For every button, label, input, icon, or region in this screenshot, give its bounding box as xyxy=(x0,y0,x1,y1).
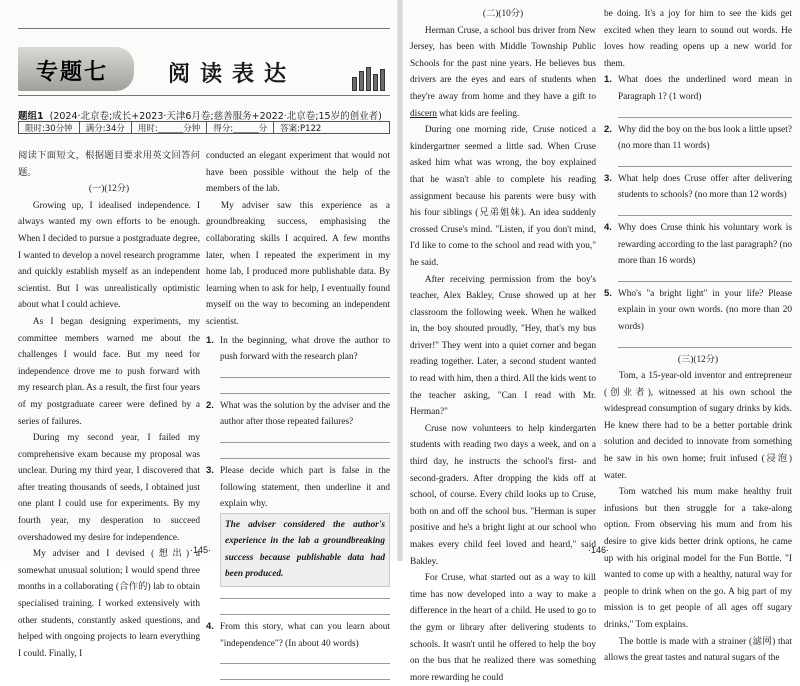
passage-paragraph: be doing. It's a joy for him to see the kids get excited when they learn to sound out words. He loves how reading opens up a new world for them. xyxy=(604,9,792,69)
question-number: 1. xyxy=(604,74,612,86)
answer-line[interactable] xyxy=(618,155,792,167)
passage-paragraph: My adviser saw this experience as a groundbreaking success, emphasising the collaborating skills I acquired. A few months later, when I repeated the experiment in my home lab, I produced more publishable data. By learning when to ask for help, I eventually found myself on the way to becoming an independent scientist. xyxy=(206,200,390,327)
question-text: Why does Cruse think his voluntary work is rewarding according to the last paragraph? (no more than 16 words) xyxy=(618,222,792,267)
info-score: 得分:______分 xyxy=(207,122,274,133)
exercise-source-text: (2024·北京卷;成长+2023·天津6月卷;慈善服务+2022·北京卷;15岁的创业者) xyxy=(49,111,382,122)
page-number: ·146· xyxy=(588,545,610,555)
exercise-info-box xyxy=(18,121,390,134)
page-number: ·145· xyxy=(190,545,212,555)
passage-paragraph: During one morning ride, Cruse noticed a kindergartner seemed a little sad. When Cruse asked him what was wrong, the boy explained that he wasn't able to complete his reading assignment because his parents were busy with his four siblings (兄弟姐妹). An idea suddenly crossed Cruse's mind. "Listen, if you don't mind, I'd like to come to the school and read with you," he said. xyxy=(410,125,596,268)
exercise-group-label: 题组1 xyxy=(18,111,44,122)
passage-paragraph: As I began designing experiments, my committee members warned me about the challenges I would face. But my need for independence drove me to push forward with my research plan. As a result, the first four years of my postgraduate career were defined by a series of failures. xyxy=(18,316,200,427)
question-1 xyxy=(604,72,792,117)
question-number: 2. xyxy=(604,123,612,135)
topic-tab-label: 专题七 xyxy=(36,59,109,85)
passage-paragraph: The bottle is made with a strainer (滤网) that allows the great tastes and natural sugars of the xyxy=(604,636,792,664)
question-2 xyxy=(604,122,792,167)
question-number: 3. xyxy=(604,172,612,184)
right-column-1 xyxy=(410,6,596,686)
left-column-1 xyxy=(18,148,200,662)
topic-banner xyxy=(18,28,390,96)
question-4 xyxy=(604,220,792,282)
section-heading-2: (二)(10分) xyxy=(482,9,524,19)
right-column-2 xyxy=(604,6,792,667)
info-time-limit: 限时:30分钟 xyxy=(19,122,80,133)
info-full-score: 满分:34分 xyxy=(80,122,132,133)
passage-paragraph: Growing up, I idealised independence. I always wanted my own efforts to be enough. When I decided to pursue a postgraduate degree, I wanted to develop a novel research programme and quickly establish myself as an independent scientist. But I was unrealistically optimistic about what I could achieve. xyxy=(18,200,200,311)
question-text: Who's "a bright light" in your life? Please explain in your own words. (no more than 20 words) xyxy=(618,288,792,332)
answer-line[interactable] xyxy=(220,652,390,664)
question-text: What was the solution by the adviser and the author after those repeated failures? xyxy=(220,400,390,428)
info-answer-page: 答案:P122 xyxy=(280,123,322,134)
question-number: 3. xyxy=(206,464,214,476)
exercise-source xyxy=(18,108,382,122)
question-text: Why did the boy on the bus look a little upset? (no more than 11 words) xyxy=(618,124,792,152)
section-heading-3: (三)(12分) xyxy=(677,354,719,365)
question-number: 2. xyxy=(206,399,214,411)
question-1 xyxy=(206,333,390,394)
question-number: 1. xyxy=(206,334,214,346)
answer-line[interactable] xyxy=(618,336,792,348)
passage-paragraph: Cruse now volunteers to help kindergarten students with reading two days a week, and on a third day, he instructs the school's first- and second-graders. After dropping the kids off at school, of course. Every child looks up to Cruse, both on and off the school bus. "Herman is super positive and he's a bright light at our school who makes every child feel loved and heard," said Bakley. xyxy=(410,423,596,567)
right-page xyxy=(402,0,800,683)
statement-box xyxy=(220,513,390,587)
info-time-used: 用时:______分钟 xyxy=(132,122,207,133)
section-heading-1: (一)(12分) xyxy=(88,184,130,195)
passage-paragraph: During my second year, I failed my comprehensive exam because my proposal was unclear. During my third year, I discovered that after treating thousands of seeds, I obtained just one plant I could use for experiments. By my fourth year, my desperation to succeed overshadowed my desire for independence. xyxy=(18,433,200,543)
answer-line[interactable] xyxy=(220,603,390,615)
answer-line[interactable] xyxy=(220,668,390,680)
instructions: 阅读下面短文，根据题目要求用英文回答问题。 xyxy=(18,151,200,178)
left-column-2 xyxy=(206,148,390,684)
question-number: 5. xyxy=(604,287,612,299)
answer-line[interactable] xyxy=(618,204,792,216)
question-text: Please decide which part is false in the following statement, then underline it and explain why. xyxy=(220,465,390,510)
topic-tab xyxy=(18,47,134,91)
question-text: From this story, what can you learn about "independence"? (In about 40 words) xyxy=(220,622,390,649)
answer-line[interactable] xyxy=(618,106,792,118)
question-number: 4. xyxy=(206,621,214,633)
passage-paragraph: conducted an elegant experiment that would not have been possible without the help of the members of the lab. xyxy=(206,151,390,195)
topic-title: 阅读表达 xyxy=(168,61,297,87)
question-text: In the beginning, what drove the author to push forward with the research plan? xyxy=(220,335,390,363)
passage-paragraph: Tom watched his mum make healthy fruit infusions but then struggle for a take-along option. From observing his mum and from his desire to give kids better drink options, he came up with his original model for the Fun Bottle. "I wanted to come up with a healthy, natural way for people to drink when on the go. A big part of my mission is to get people of all ages off sugary drinks," Tom explains. xyxy=(604,487,792,630)
passage-paragraph: My adviser and I devised (想出) a somewhat unusual solution; I would spend three months in a collaborating (合作的) lab to obtain specialised training. I worked extensively with other students, constantly asked questions, and helped with ongoing projects to learn everything I could. Finally, I xyxy=(18,549,200,659)
books-icon xyxy=(350,65,386,91)
question-text: What does the underlined word mean in Paragraph 1? (1 word) xyxy=(618,75,792,102)
question-number: 4. xyxy=(604,221,612,233)
question-4 xyxy=(206,619,390,680)
question-5 xyxy=(604,286,792,348)
question-3 xyxy=(206,463,390,615)
answer-line[interactable] xyxy=(220,431,390,443)
statement-text: The adviser considered the author's experience in the lab a groundbreaking success because publishable data had been produced. xyxy=(225,519,385,580)
question-2 xyxy=(206,398,390,459)
passage-paragraph: Herman Cruse, a school bus driver from New Jersey, has been with Middle Township Public Schools for the past nine years. He believes bus drivers are the eyes and ears of students when they're away from home and they have a gift to discern what kids are feeling. xyxy=(410,25,596,119)
answer-line[interactable] xyxy=(220,587,390,599)
passage-paragraph: Tom, a 15-year-old inventor and entrepreneur (创业者), witnessed at his own school the widespread consumption of sugary drinks by kids. He knew there had to be a better portable drink solution and decided to innovate from something he saw in his own home; fruit infused (浸泡) water. xyxy=(604,371,792,481)
answer-line[interactable] xyxy=(220,447,390,459)
answer-line[interactable] xyxy=(220,366,390,378)
question-3 xyxy=(604,171,792,216)
left-page xyxy=(0,0,398,659)
passage-paragraph: For Cruse, what started out as a way to kill time has now developed into a way to make a difference in the heart of a child. He used to go to the gym or library after delivering students to schools. It wasn't until he offered to help the boy on the bus that he realized there was something more rewarding he could xyxy=(410,573,596,683)
answer-line[interactable] xyxy=(618,270,792,282)
answer-line[interactable] xyxy=(220,382,390,394)
question-text: What help does Cruse offer after delivering students to schools? (no more than 12 words) xyxy=(618,173,792,201)
passage-paragraph: After receiving permission from the boy's teacher, Alex Bakley, Cruse showed up at her classroom the following week. When he walked in, the boy shouted proudly, "Hey, that's my bus driver!" They went into a quiet corner and began reading together. Later, a second student wanted to read with him, then a third. All the kids went to the teacher asking, "Can I read with Mr. Herman?" xyxy=(410,274,596,418)
